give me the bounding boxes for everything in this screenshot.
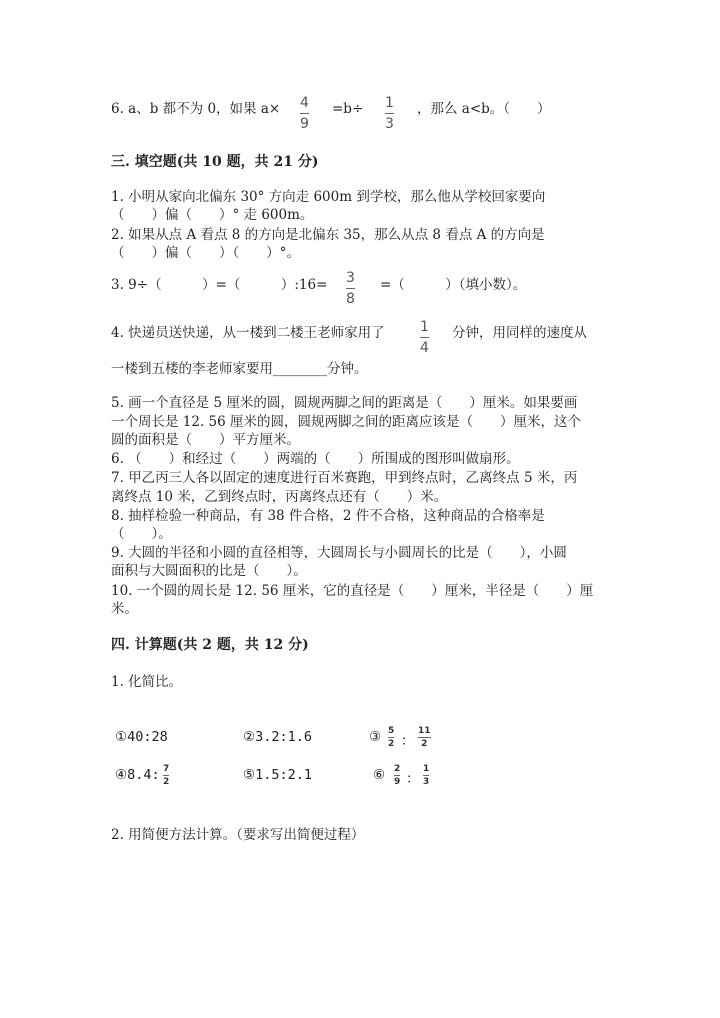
calc-q2-label: 2. 用简便方法计算。（要求写出简便过程） [111, 827, 365, 843]
judge-q6-part2: =b÷ [332, 101, 364, 117]
calc-q1-label: 1. 化简比。 [111, 674, 183, 690]
fraction-bar [423, 775, 429, 776]
fraction-bar [163, 775, 169, 776]
fraction-numerator: 1 [423, 764, 430, 774]
fill-q3-part1: 3. 9÷（ ）=（ ）:16= [111, 277, 328, 293]
fill-q4-part2: 分钟，用同样的速度从 [452, 325, 587, 341]
calc-item-3-separator: ： [401, 733, 415, 749]
fraction-denominator: 4 [420, 340, 429, 356]
fraction-denominator: 9 [394, 777, 401, 787]
fill-q5-line3: 圆的面积是（ ）平方厘米。 [111, 432, 300, 448]
fill-q1-line1: 1. 小明从家向北偏东 30° 方向走 600m 到学校，那么他从学校回家要向 [111, 189, 546, 205]
calc-item-5: ⑤1.5:2.1 [243, 767, 312, 783]
fraction-bar [418, 737, 431, 738]
fill-q5-line1: 5. 画一个直径是 5 厘米的圆，圆规两脚之间的距离是（ ）厘米。如果要画 [111, 395, 578, 411]
fraction-bar [388, 737, 394, 738]
fill-q1-line2: （ ）偏（ ）° 走 600m。 [111, 207, 314, 223]
fill-q5-line2: 一个周长是 12. 56 厘米的圆，圆规两脚之间的距离应该是（ ）厘米，这个 [111, 414, 582, 430]
section3-heading: 三. 填空题(共 10 题，共 21 分) [111, 154, 319, 170]
calc-item-4-fraction [163, 764, 169, 787]
fraction-denominator: 2 [421, 739, 428, 749]
fill-q4-line2: 一楼到五楼的李老师家要用________分钟。 [111, 361, 368, 377]
fill-q3-part2: =（ ）（填小数）。 [380, 277, 527, 293]
fill-q6-line1: 6. （ ）和经过（ ）两端的（ ）所围成的图形叫做扇形。 [111, 451, 520, 467]
fraction-denominator: 9 [300, 116, 309, 132]
fraction-numerator: 1 [420, 319, 429, 335]
fraction-numerator: 7 [163, 764, 170, 774]
calc-item-6-separator: ： [406, 771, 420, 787]
calc-item-6-fraction-a [394, 764, 400, 787]
fill-q10-line2: 米。 [111, 601, 138, 617]
judge-q6-part1: 6. a、b 都不为 0，如果 a× [111, 101, 281, 117]
fraction-bar [385, 113, 394, 114]
fraction-denominator: 2 [388, 739, 395, 749]
fill-q7-line2: 离终点 10 米，乙到终点时，丙离终点还有（ ）米。 [111, 489, 448, 505]
fraction-denominator: 8 [346, 291, 355, 307]
fill-q10-line1: 10. 一个圆的周长是 12. 56 厘米，它的直径是（ ）厘米，半径是（ ）厘 [111, 583, 594, 599]
fill-q4-fraction [420, 319, 429, 356]
fraction-bar [420, 337, 429, 338]
fraction-numerator: 11 [418, 726, 431, 736]
calc-item-3-fraction-b [418, 726, 431, 749]
judge-q6-text [111, 100, 280, 118]
judge-q6-fraction-2 [385, 95, 394, 132]
fraction-denominator: 3 [423, 777, 430, 787]
fill-q4-part1: 4. 快递员送快递，从一楼到二楼王老师家用了 [111, 325, 385, 341]
fill-q3-fraction [346, 270, 355, 307]
calc-item-2: ②3.2:1.6 [243, 729, 312, 745]
judge-q6-fraction-1 [300, 95, 309, 132]
fraction-numerator: 2 [394, 764, 401, 774]
fraction-numerator: 4 [300, 95, 309, 111]
fraction-denominator: 2 [163, 777, 170, 787]
fill-q9-line1: 9. 大圆的半径和小圆的直径相等，大圆周长与小圆周长的比是（ ），小圆 [111, 545, 567, 561]
fraction-bar [394, 775, 400, 776]
calc-item-3-prefix: ③ [369, 729, 382, 745]
fraction-bar [300, 113, 309, 114]
fraction-numerator: 1 [385, 95, 394, 111]
calc-item-3-fraction-a [388, 726, 394, 749]
calc-item-6-fraction-b [423, 764, 429, 787]
fill-q2-line2: （ ）偏（ ）（ ）°。 [111, 245, 300, 261]
fraction-denominator: 3 [385, 116, 394, 132]
fraction-bar [346, 288, 355, 289]
calc-item-1: ①40:28 [115, 729, 168, 745]
section4-heading: 四. 计算题(共 2 题，共 12 分) [111, 637, 309, 653]
calc-item-4-text: ④8.4: [115, 767, 160, 783]
judge-q6-part3: ，那么 a<b。（ ） [417, 101, 551, 117]
fraction-numerator: 5 [388, 726, 395, 736]
fill-q2-line1: 2. 如果从点 A 看点 8 的方向是北偏东 35，那么从点 8 看点 A 的方向是 [111, 227, 545, 243]
fraction-numerator: 3 [346, 270, 355, 286]
fill-q8-line2: （ ）。 [111, 526, 172, 542]
fill-q9-line2: 面积与大圆面积的比是（ ）。 [111, 563, 307, 579]
fill-q7-line1: 7. 甲乙丙三人各以固定的速度进行百米赛跑，甲到终点时，乙离终点 5 米，丙 [111, 470, 578, 486]
fill-q8-line1: 8. 抽样检验一种商品，有 38 件合格，2 件不合格，这种商品的合格率是 [111, 508, 545, 524]
calc-item-6-prefix: ⑥ [373, 767, 386, 783]
